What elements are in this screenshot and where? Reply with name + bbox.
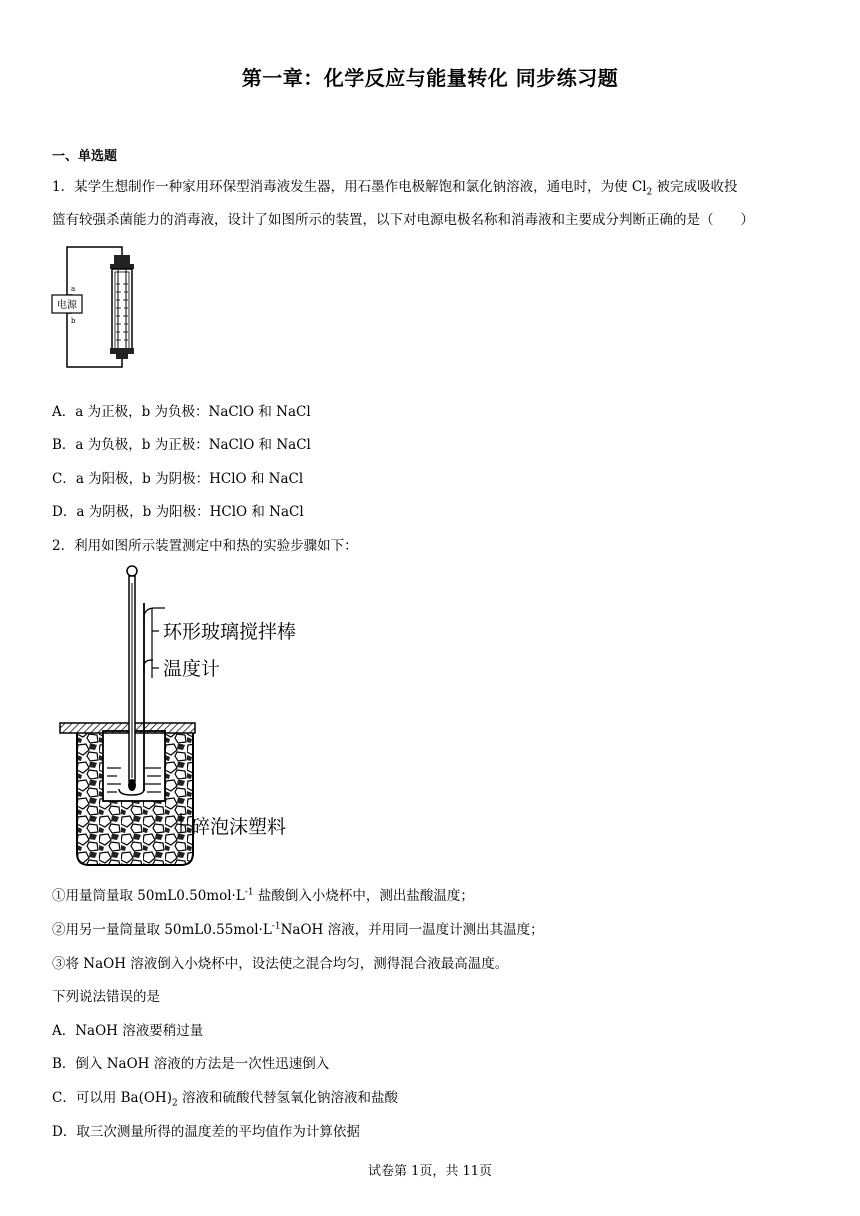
q2-step2 (52, 918, 544, 938)
q2-option-c-sub: 2 (171, 1098, 178, 1109)
q1-option-c: C．a 为阳极，b 为阴极：HClO 和 NaCl (52, 471, 304, 487)
q1-stem-text: 1．某学生想制作一种家用环保型消毒液发生器，用石墨作电极解饱和氯化钠溶液，通电时，为使 Cl (52, 179, 647, 195)
q2-step2-text: ②用另一量筒量取 50mL0.55mol·L (52, 922, 272, 938)
page-footer: 试卷第 1页，共 11页 (367, 1164, 493, 1179)
power-label: 电源 (57, 300, 77, 311)
stirrer-label: 环形玻璃搅拌棒 (163, 621, 297, 643)
foam-label: 碎泡沫塑料 (191, 816, 287, 838)
q2-option-c-text-end: 溶液和硫酸代替氢氧化钠溶液和盐酸 (177, 1090, 398, 1106)
q2-step2-text-end: NaOH 溶液，并用同一温度计测出其温度； (280, 922, 544, 938)
q1-option-a: A．a 为正极，b 为负极：NaClO 和 NaCl (52, 404, 311, 420)
q2-step1 (52, 884, 474, 904)
calorimeter-figure (55, 563, 315, 868)
q1-stem-text-end: 被完成吸收投 (652, 179, 738, 195)
q2-option-d: D．取三次测量所得的温度差的平均值作为计算依据 (52, 1124, 360, 1140)
q2-option-c (52, 1086, 398, 1109)
q1-cl-subscript: 2 (646, 187, 653, 198)
terminal-a-label: a (71, 285, 76, 293)
q1-stem-line1 (52, 175, 738, 198)
q1-option-d: D．a 为阴极，b 为阳极：HClO 和 NaCl (52, 504, 304, 520)
q2-step1-text-end: 盐酸倒入小烧杯中，测出盐酸温度； (253, 888, 474, 904)
thermometer-label: 温度计 (163, 658, 221, 680)
q2-stem: 2．利用如图所示装置测定中和热的实验步骤如下： (52, 538, 358, 554)
q2-step1-sup: -1 (244, 887, 254, 898)
q2-prompt: 下列说法错误的是 (52, 989, 160, 1005)
page-title: 第一章：化学反应与能量转化 同步练习题 (241, 66, 619, 90)
q2-step1-text: ①用量筒量取 50mL0.50mol·L (52, 888, 245, 904)
q2-step2-sup: -1 (271, 921, 281, 932)
q2-option-b: B．倒入 NaOH 溶液的方法是一次性迅速倒入 (52, 1056, 330, 1072)
q2-step3: ③将 NaOH 溶液倒入小烧杯中，设法使之混合均匀，测得混合液最高温度。 (52, 956, 509, 972)
terminal-b-label: b (71, 317, 76, 325)
section-heading: 一、单选题 (52, 149, 118, 164)
q1-option-b: B．a 为负极，b 为正极：NaClO 和 NaCl (52, 437, 311, 453)
electrolysis-figure (50, 240, 150, 375)
q1-stem-line2: 篮有较强杀菌能力的消毒液，设计了如图所示的装置，以下对电源电极名称和消毒液和主要成分判断正确的是（ ） (52, 212, 754, 228)
q2-option-c-text: C．可以用 Ba(OH) (52, 1090, 172, 1106)
q2-option-a: A．NaOH 溶液要稍过量 (52, 1023, 204, 1039)
